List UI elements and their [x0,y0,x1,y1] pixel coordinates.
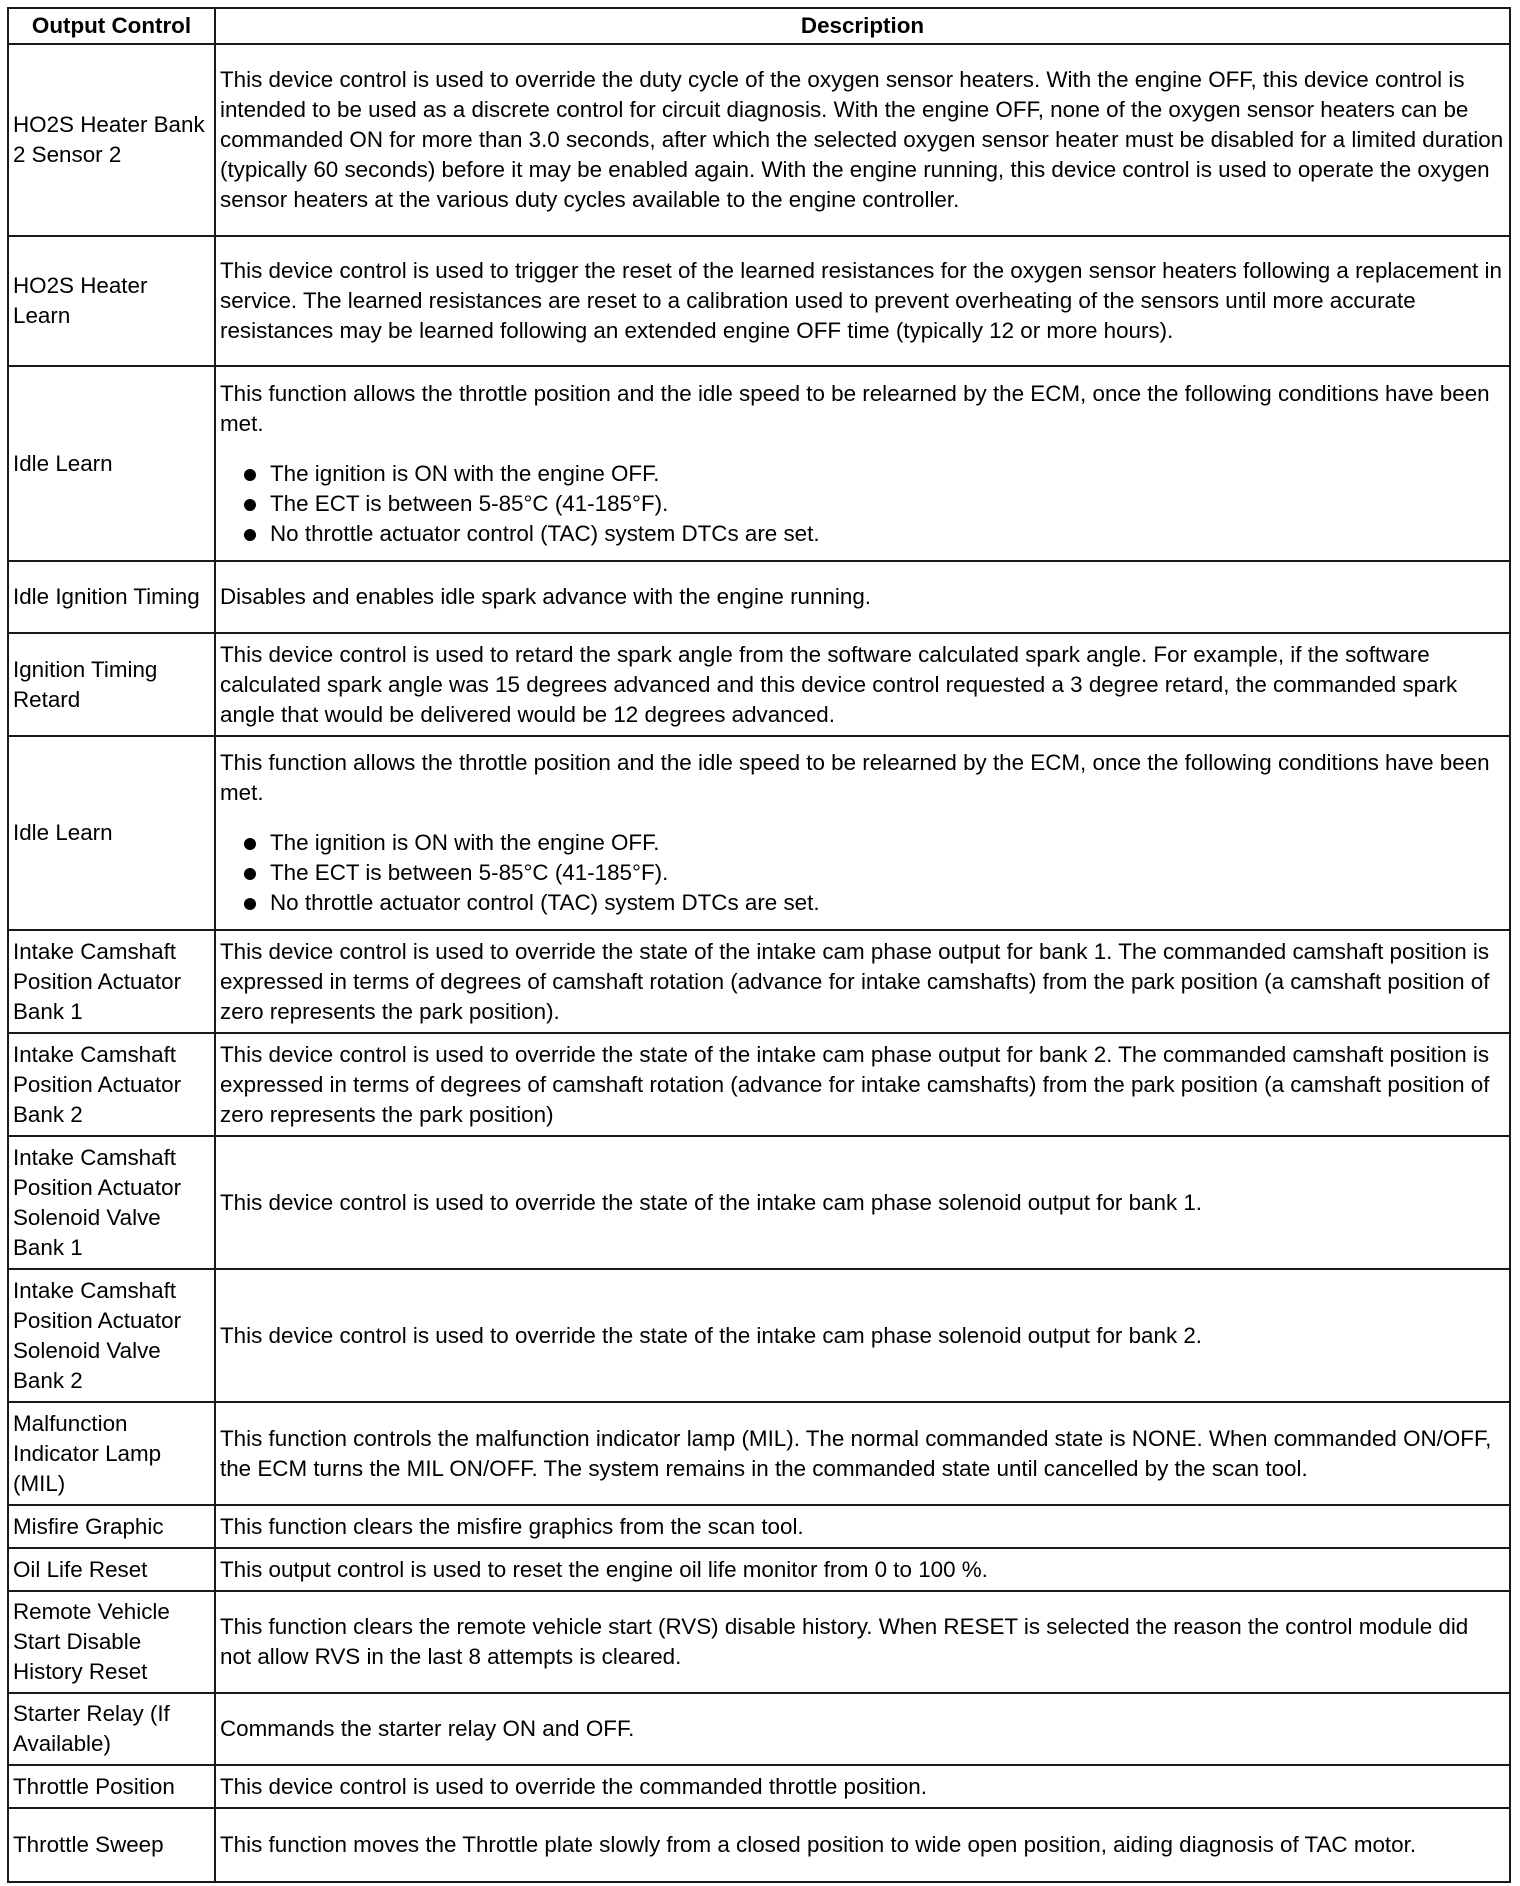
description-text: This device control is used to override the state of the intake cam phase solenoid output for bank 2. [220,1322,1203,1348]
output-control-description [215,1548,1510,1591]
table-row [8,366,1510,561]
output-control-description [215,561,1510,633]
condition-item: The ECT is between 5-85°C (41-185°F). [220,858,1505,888]
output-control-name: Misfire Graphic [8,1505,215,1548]
table-row [8,44,1510,236]
condition-item: The ignition is ON with the engine OFF. [220,828,1505,858]
header-description: Description [215,8,1510,44]
output-control-description [215,930,1510,1033]
condition-list [220,828,1505,918]
output-control-name: HO2S Heater Learn [8,236,215,366]
description-text: This function clears the misfire graphics from the scan tool. [220,1513,804,1539]
output-control-table [7,7,1511,1883]
output-control-description [215,1033,1510,1136]
output-control-name: HO2S Heater Bank 2 Sensor 2 [8,44,215,236]
header-output-control: Output Control [8,8,215,44]
description-text: This device control is used to override the duty cycle of the oxygen sensor heaters. With the engine OFF, this device control is intended to be used as a discrete control for circuit diagnosis. With the engine OFF, none of the oxygen sensor heaters can be commanded ON for more than 3.0 seconds, after which the selected oxygen sensor heater must be disabled for a limited duration (typically 60 seconds) before it may be enabled again. With the engine running, this device control is used to operate the oxygen sensor heaters at the various duty cycles available to the engine controller. [220,67,1504,212]
table-row [8,1693,1510,1765]
output-control-name: Oil Life Reset [8,1548,215,1591]
table-row [8,1136,1510,1269]
output-control-name: Malfunction Indicator Lamp (MIL) [8,1402,215,1505]
output-control-name: Remote Vehicle Start Disable History Reset [8,1591,215,1693]
output-control-name: Intake Camshaft Position Actuator Solenoid Valve Bank 1 [8,1136,215,1269]
description-text: This function controls the malfunction indicator lamp (MIL). The normal commanded state is NONE. When commanded ON/OFF, the ECM turns the MIL ON/OFF. The system remains in the commanded state until cancelled by the scan tool. [220,1425,1492,1481]
description-text: This function clears the remote vehicle start (RVS) disable history. When RESET is selected the reason the control module did not allow RVS in the last 8 attempts is cleared. [220,1614,1469,1669]
table-row [8,1505,1510,1548]
output-control-description [215,44,1510,236]
description-text: This device control is used to retard the spark angle from the software calculated spark angle. For example, if the software calculated spark angle was 15 degrees advanced and this device control requested a 3 degree retard, the commanded spark angle that would be delivered would be 12 degrees advanced. [220,641,1458,727]
table-row [8,1765,1510,1808]
table-row [8,1402,1510,1505]
output-control-name: Idle Learn [8,736,215,930]
output-control-description [215,366,1510,561]
description-text: This output control is used to reset the engine oil life monitor from 0 to 100 %. [220,1556,988,1582]
table-row [8,736,1510,930]
condition-list [220,459,1505,549]
output-control-description [215,236,1510,366]
table-row [8,561,1510,633]
output-control-description [215,736,1510,930]
output-control-name: Ignition Timing Retard [8,633,215,736]
description-text: This device control is used to override the state of the intake cam phase output for bank 2. The commanded camshaft position is expressed in terms of degrees of camshaft rotation (advance for intake camshafts) from the park position (a camshaft position of zero represents the park position) [220,1041,1490,1127]
description-text: This device control is used to override the state of the intake cam phase output for bank 1. The commanded camshaft position is expressed in terms of degrees of camshaft rotation (advance for intake camshafts) from the park position (a camshaft position of zero represents the park position). [220,938,1490,1024]
description-text: This device control is used to override the state of the intake cam phase solenoid output for bank 1. [220,1189,1203,1215]
output-control-name: Intake Camshaft Position Actuator Bank 1 [8,930,215,1033]
output-control-description [215,1136,1510,1269]
table-row [8,236,1510,366]
description-text: Commands the starter relay ON and OFF. [220,1716,635,1741]
output-control-description [215,1505,1510,1548]
output-control-description [215,1402,1510,1505]
output-control-name: Throttle Position [8,1765,215,1808]
description-text: This function allows the throttle position and the idle speed to be relearned by the ECM, once the following conditions have been met. [220,750,1490,805]
table-header-row [8,8,1510,44]
output-control-description [215,1269,1510,1402]
output-control-description [215,1591,1510,1693]
description-text: This function allows the throttle position and the idle speed to be relearned by the ECM, once the following conditions have been met. [220,380,1490,436]
condition-item: The ECT is between 5-85°C (41-185°F). [220,489,1505,519]
table-row [8,1548,1510,1591]
condition-item: No throttle actuator control (TAC) system DTCs are set. [220,888,1505,918]
output-control-name: Starter Relay (If Available) [8,1693,215,1765]
output-control-table-container [7,7,1509,1883]
output-control-name: Idle Ignition Timing [8,561,215,633]
description-text: This function moves the Throttle plate slowly from a closed position to wide open position, aiding diagnosis of TAC motor. [220,1832,1417,1857]
output-control-description [215,633,1510,736]
description-text: This device control is used to trigger the reset of the learned resistances for the oxygen sensor heaters following a replacement in service. The learned resistances are reset to a calibration used to prevent overheating of the sensors until more accurate resistances may be learned following an extended engine OFF time (typically 12 or more hours). [220,258,1502,343]
description-text: Disables and enables idle spark advance with the engine running. [220,584,872,609]
table-row [8,1591,1510,1693]
condition-item: The ignition is ON with the engine OFF. [220,459,1505,489]
table-row [8,1269,1510,1402]
output-control-description [215,1808,1510,1882]
description-text: This device control is used to override the commanded throttle position. [220,1773,927,1799]
output-control-name: Intake Camshaft Position Actuator Bank 2 [8,1033,215,1136]
condition-item: No throttle actuator control (TAC) system DTCs are set. [220,519,1505,549]
table-row [8,1033,1510,1136]
table-row [8,633,1510,736]
output-control-description [215,1765,1510,1808]
output-control-name: Throttle Sweep [8,1808,215,1882]
table-row [8,930,1510,1033]
output-control-name: Intake Camshaft Position Actuator Solenoid Valve Bank 2 [8,1269,215,1402]
table-row [8,1808,1510,1882]
output-control-description [215,1693,1510,1765]
output-control-name: Idle Learn [8,366,215,561]
